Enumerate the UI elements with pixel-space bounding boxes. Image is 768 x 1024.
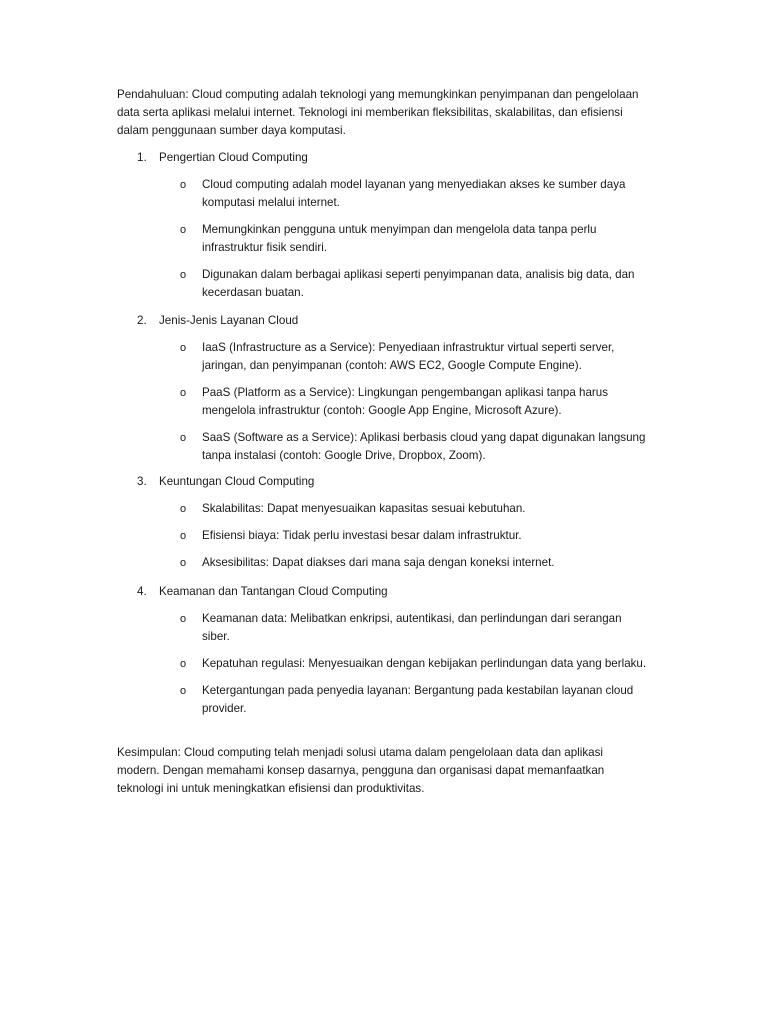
bullet-icon: o — [180, 432, 187, 444]
list-item — [0, 339, 768, 375]
list-item-text: SaaS (Software as a Service): Aplikasi berbasis cloud yang dapat digunakan langsung tanpa instalasi (contoh: Google Drive, Dropbox, Zoom). — [202, 431, 646, 462]
list-item-text: Cloud computing adalah model layanan yang menyediakan akses ke sumber daya komputasi melalui internet. — [202, 178, 626, 209]
bullet-icon: o — [180, 503, 187, 515]
list-item — [0, 176, 768, 212]
list-item-text: Aksesibilitas: Dapat diakses dari mana saja dengan koneksi internet. — [202, 556, 555, 569]
section-number: 3. — [137, 475, 147, 488]
bullet-icon: o — [180, 387, 187, 399]
section-title: Jenis-Jenis Layanan Cloud — [159, 314, 299, 327]
section-number: 2. — [137, 314, 147, 327]
bullet-icon: o — [180, 557, 187, 569]
list-item — [0, 527, 768, 545]
section-heading — [137, 312, 637, 330]
section-number: 4. — [137, 585, 147, 598]
section-heading — [137, 473, 637, 491]
bullet-icon: o — [180, 342, 187, 354]
bullet-list — [0, 500, 768, 581]
list-item-text: Ketergantungan pada penyedia layanan: Bergantung pada kestabilan layanan cloud provider. — [202, 684, 634, 715]
bullet-list — [0, 176, 768, 311]
list-item-text: Kepatuhan regulasi: Menyesuaikan dengan kebijakan perlindungan data yang berlaku. — [202, 657, 647, 670]
list-item-text: Keamanan data: Melibatkan enkripsi, autentikasi, dan perlindungan dari serangan siber. — [202, 612, 622, 643]
bullet-icon: o — [180, 685, 187, 697]
list-item-text: PaaS (Platform as a Service): Lingkungan pengembangan aplikasi tanpa harus mengelola infrastruktur (contoh: Google App Engine, Microsoft Azure). — [202, 386, 609, 417]
list-item-text: IaaS (Infrastructure as a Service): Penyediaan infrastruktur virtual seperti server, jaringan, dan penyimpanan (contoh: AWS EC2, Google Compute Engine). — [202, 341, 615, 372]
bullet-list — [0, 339, 768, 474]
list-item — [0, 384, 768, 420]
list-item — [0, 682, 768, 718]
list-item-text: Skalabilitas: Dapat menyesuaikan kapasitas sesuai kebutuhan. — [202, 502, 526, 515]
bullet-icon: o — [180, 269, 187, 281]
bullet-icon: o — [180, 658, 187, 670]
list-item-text: Digunakan dalam berbagai aplikasi seperti penyimpanan data, analisis big data, dan kecerdasan buatan. — [202, 268, 635, 299]
conclusion-paragraph: Kesimpulan: Cloud computing telah menjadi solusi utama dalam pengelolaan data dan aplikasi modern. Dengan memahami konsep dasarnya, pengguna dan organisasi dapat memanfaatkan teknologi ini untuk meningkatkan efisiensi dan produktivitas. — [117, 746, 605, 795]
list-item — [0, 266, 768, 302]
list-item — [0, 610, 768, 646]
bullet-icon: o — [180, 179, 187, 191]
section-number: 1. — [137, 151, 147, 164]
list-item — [0, 429, 768, 465]
bullet-list — [0, 610, 768, 727]
list-item — [0, 500, 768, 518]
section-title: Pengertian Cloud Computing — [159, 151, 308, 164]
list-item-text: Efisiensi biaya: Tidak perlu investasi besar dalam infrastruktur. — [202, 529, 522, 542]
bullet-icon: o — [180, 530, 187, 542]
bullet-icon: o — [180, 224, 187, 236]
bullet-icon: o — [180, 613, 187, 625]
section-title: Keamanan dan Tantangan Cloud Computing — [159, 585, 388, 598]
list-item — [0, 221, 768, 257]
section-heading — [137, 583, 637, 601]
list-item-text: Memungkinkan pengguna untuk menyimpan dan mengelola data tanpa perlu infrastruktur fisik sendiri. — [202, 223, 597, 254]
section-heading — [137, 149, 637, 167]
intro-paragraph: Pendahuluan: Cloud computing adalah teknologi yang memungkinkan penyimpanan dan pengelolaan data serta aplikasi melalui internet. Teknologi ini memberikan fleksibilitas, skalabilitas, dan efisiensi dalam penggunaan sumber daya komputasi. — [117, 88, 639, 137]
list-item — [0, 655, 768, 673]
list-item — [0, 554, 768, 572]
section-title: Keuntungan Cloud Computing — [159, 475, 315, 488]
